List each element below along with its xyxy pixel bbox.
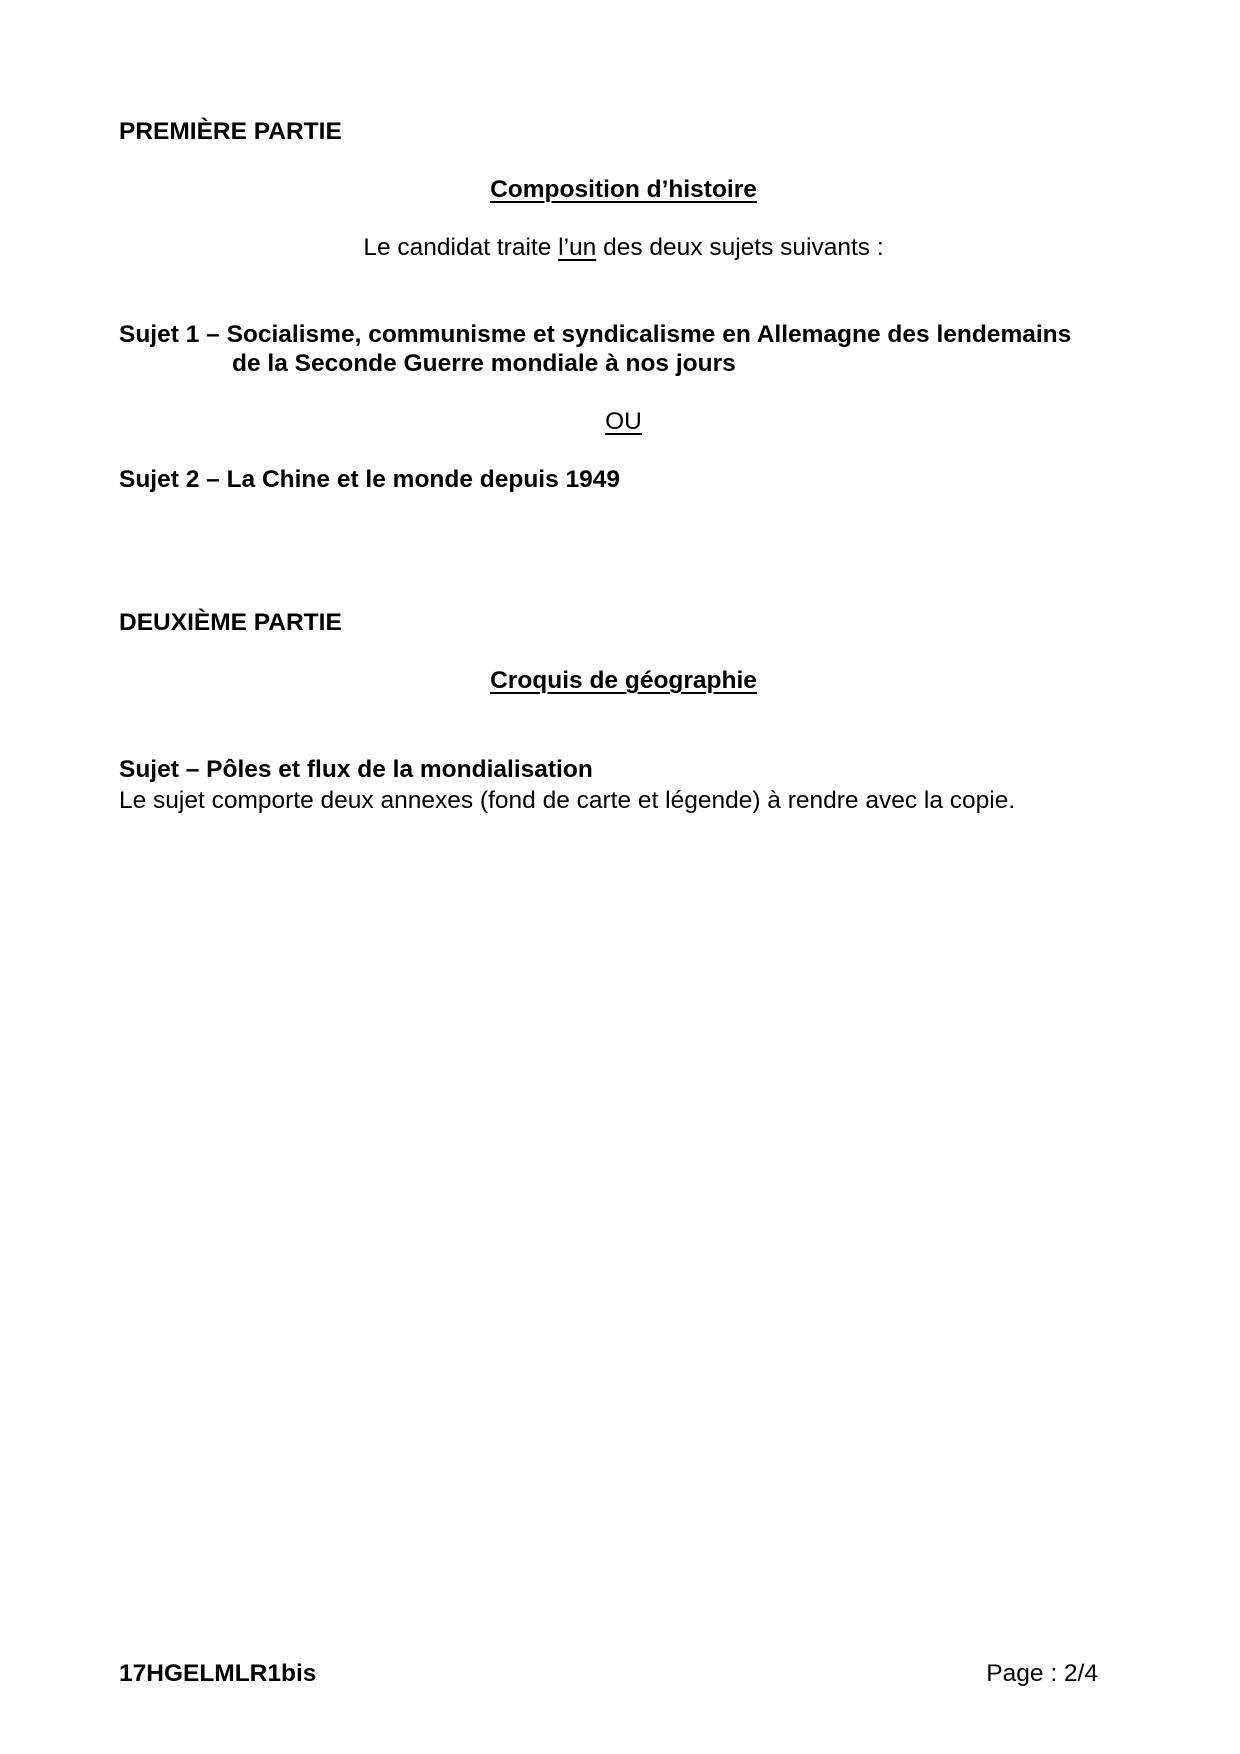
instruction-before: Le candidat traite: [363, 234, 559, 261]
or-separator-wrap: [0, 407, 1240, 437]
sujet2: Sujet 2 – La Chine et le monde depuis 1949: [119, 466, 621, 493]
instruction-emphasis: l’un: [558, 234, 597, 261]
part2-heading: DEUXIÈME PARTIE: [119, 609, 342, 636]
part1-instruction: [0, 233, 1240, 263]
part2-subtitle: Croquis de géographie: [490, 667, 757, 694]
sujet1-line1: Sujet 1 – Socialisme, communisme et syndicalisme en Allemagne des lendemains: [119, 321, 1072, 348]
geo-description: Le sujet comporte deux annexes (fond de carte et légende) à rendre avec la copie.: [119, 787, 1016, 814]
part1-heading: PREMIÈRE PARTIE: [119, 118, 342, 145]
footer-code: 17HGELMLR1bis: [119, 1660, 317, 1687]
part1-subtitle-wrap: [0, 175, 1240, 205]
geo-sujet: Sujet – Pôles et flux de la mondialisation: [119, 756, 593, 783]
sujet1-line2: de la Seconde Guerre mondiale à nos jours: [232, 350, 736, 377]
footer-page-number: Page : 2/4: [986, 1660, 1098, 1687]
part1-subtitle: Composition d’histoire: [490, 176, 757, 203]
or-separator: OU: [605, 408, 642, 435]
part2-subtitle-wrap: [0, 666, 1240, 696]
instruction-after: des deux sujets suivants :: [596, 234, 884, 261]
